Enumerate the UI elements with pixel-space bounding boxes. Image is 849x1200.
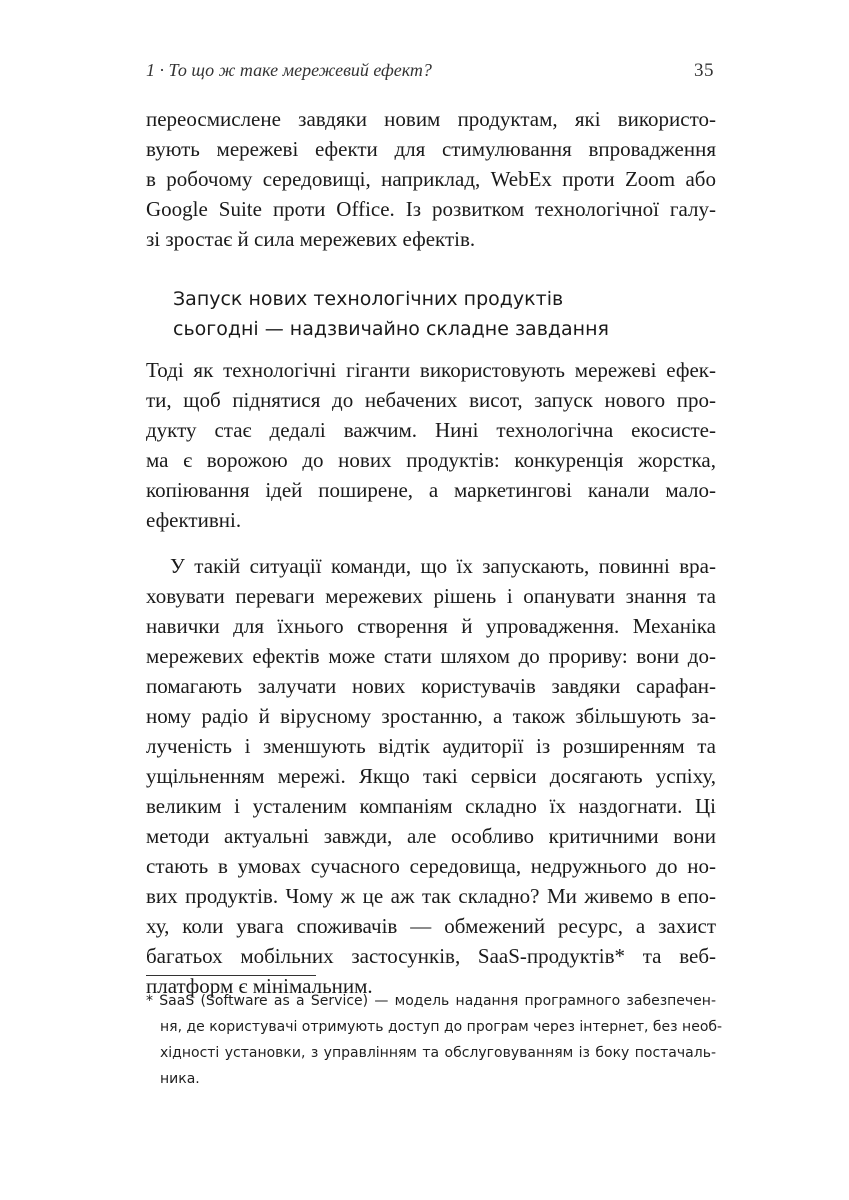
- text-line: ефективні.: [146, 508, 242, 532]
- text-line: в робочому середовищі, наприклад, WebEx проти Zoom або: [146, 167, 716, 191]
- text-line: ховувати переваги мережевих рішень і опанувати знання та: [146, 584, 716, 608]
- running-header: [146, 60, 714, 86]
- text-line: Тоді як технологічні гіганти використовують мережеві ефек-: [146, 358, 716, 382]
- paragraph-continuation: [146, 104, 716, 254]
- text-line: вують мережеві ефекти для стимулювання впровадження: [146, 137, 716, 161]
- text-line: ущільненням мережі. Якщо такі сервіси досягають успіху,: [146, 764, 716, 788]
- text-line: Google Suite проти Office. Із розвитком технологічної галу-: [146, 197, 716, 221]
- footnote-line: ня, де користувачі отримують доступ до програм через інтернет, без необ-: [160, 1019, 723, 1035]
- footnote: [146, 988, 723, 1092]
- text-line: переосмислене завдяки новим продуктам, які використо-: [146, 107, 716, 131]
- footnote-line: хідності установки, з управлінням та обслуговуванням із боку постачаль-: [160, 1045, 716, 1061]
- text-line: багатьох мобільних застосунків, SaaS-продуктів* та веб-: [146, 944, 716, 968]
- footnote-line: ника.: [160, 1071, 200, 1087]
- text-line: помагають залучати нових користувачів завдяки сарафан-: [146, 674, 716, 698]
- text-line: методи актуальні завжди, але особливо критичними вони: [146, 824, 716, 848]
- text-line: ма є ворожою до нових продуктів: конкуренція жорстка,: [146, 448, 716, 472]
- running-title: 1 · То що ж таке мережевий ефект?: [146, 60, 432, 80]
- text-line: ному радіо й вірусному зростанню, а також збільшують за-: [146, 704, 716, 728]
- text-line: стають в умовах сучасного середовища, недружнього до но-: [146, 854, 716, 878]
- footnote-divider: [146, 975, 316, 976]
- paragraph-body: [146, 551, 716, 1001]
- heading-line: Запуск нових технологічних продуктів: [173, 288, 564, 310]
- text-line: платформ є мінімальним.: [146, 974, 373, 998]
- footnote-line: * SaaS (Software as a Service) — модель надання програмного забезпечен-: [146, 993, 716, 1009]
- text-line: великим і усталеним компаніям складно їх наздогнати. Ці: [146, 794, 716, 818]
- page-number: 35: [694, 60, 714, 81]
- text-line: ти, щоб піднятися до небачених висот, запуск нового про-: [146, 388, 716, 412]
- heading-line: сьогодні — надзвичайно складне завдання: [173, 318, 609, 340]
- text-line: зі зростає й сила мережевих ефектів.: [146, 227, 476, 251]
- section-heading: [173, 284, 693, 344]
- text-line: У такій ситуації команди, що їх запускають, повинні вра-: [170, 554, 716, 578]
- text-line: лученість і зменшують відтік аудиторії із розширенням та: [146, 734, 716, 758]
- text-line: мережевих ефектів може стати шляхом до прориву: вони до-: [146, 644, 716, 668]
- text-line: копіювання ідей поширене, а маркетингові канали мало-: [146, 478, 716, 502]
- text-line: ху, коли увага споживачів — обмежений ресурс, а захист: [146, 914, 716, 938]
- text-line: навички для їхнього створення й упровадження. Механіка: [146, 614, 716, 638]
- paragraph-intro: [146, 355, 716, 535]
- text-line: вих продуктів. Чому ж це аж так складно? Ми живемо в епо-: [146, 884, 716, 908]
- text-line: дукту стає дедалі важчим. Нині технологічна екосисте-: [146, 418, 716, 442]
